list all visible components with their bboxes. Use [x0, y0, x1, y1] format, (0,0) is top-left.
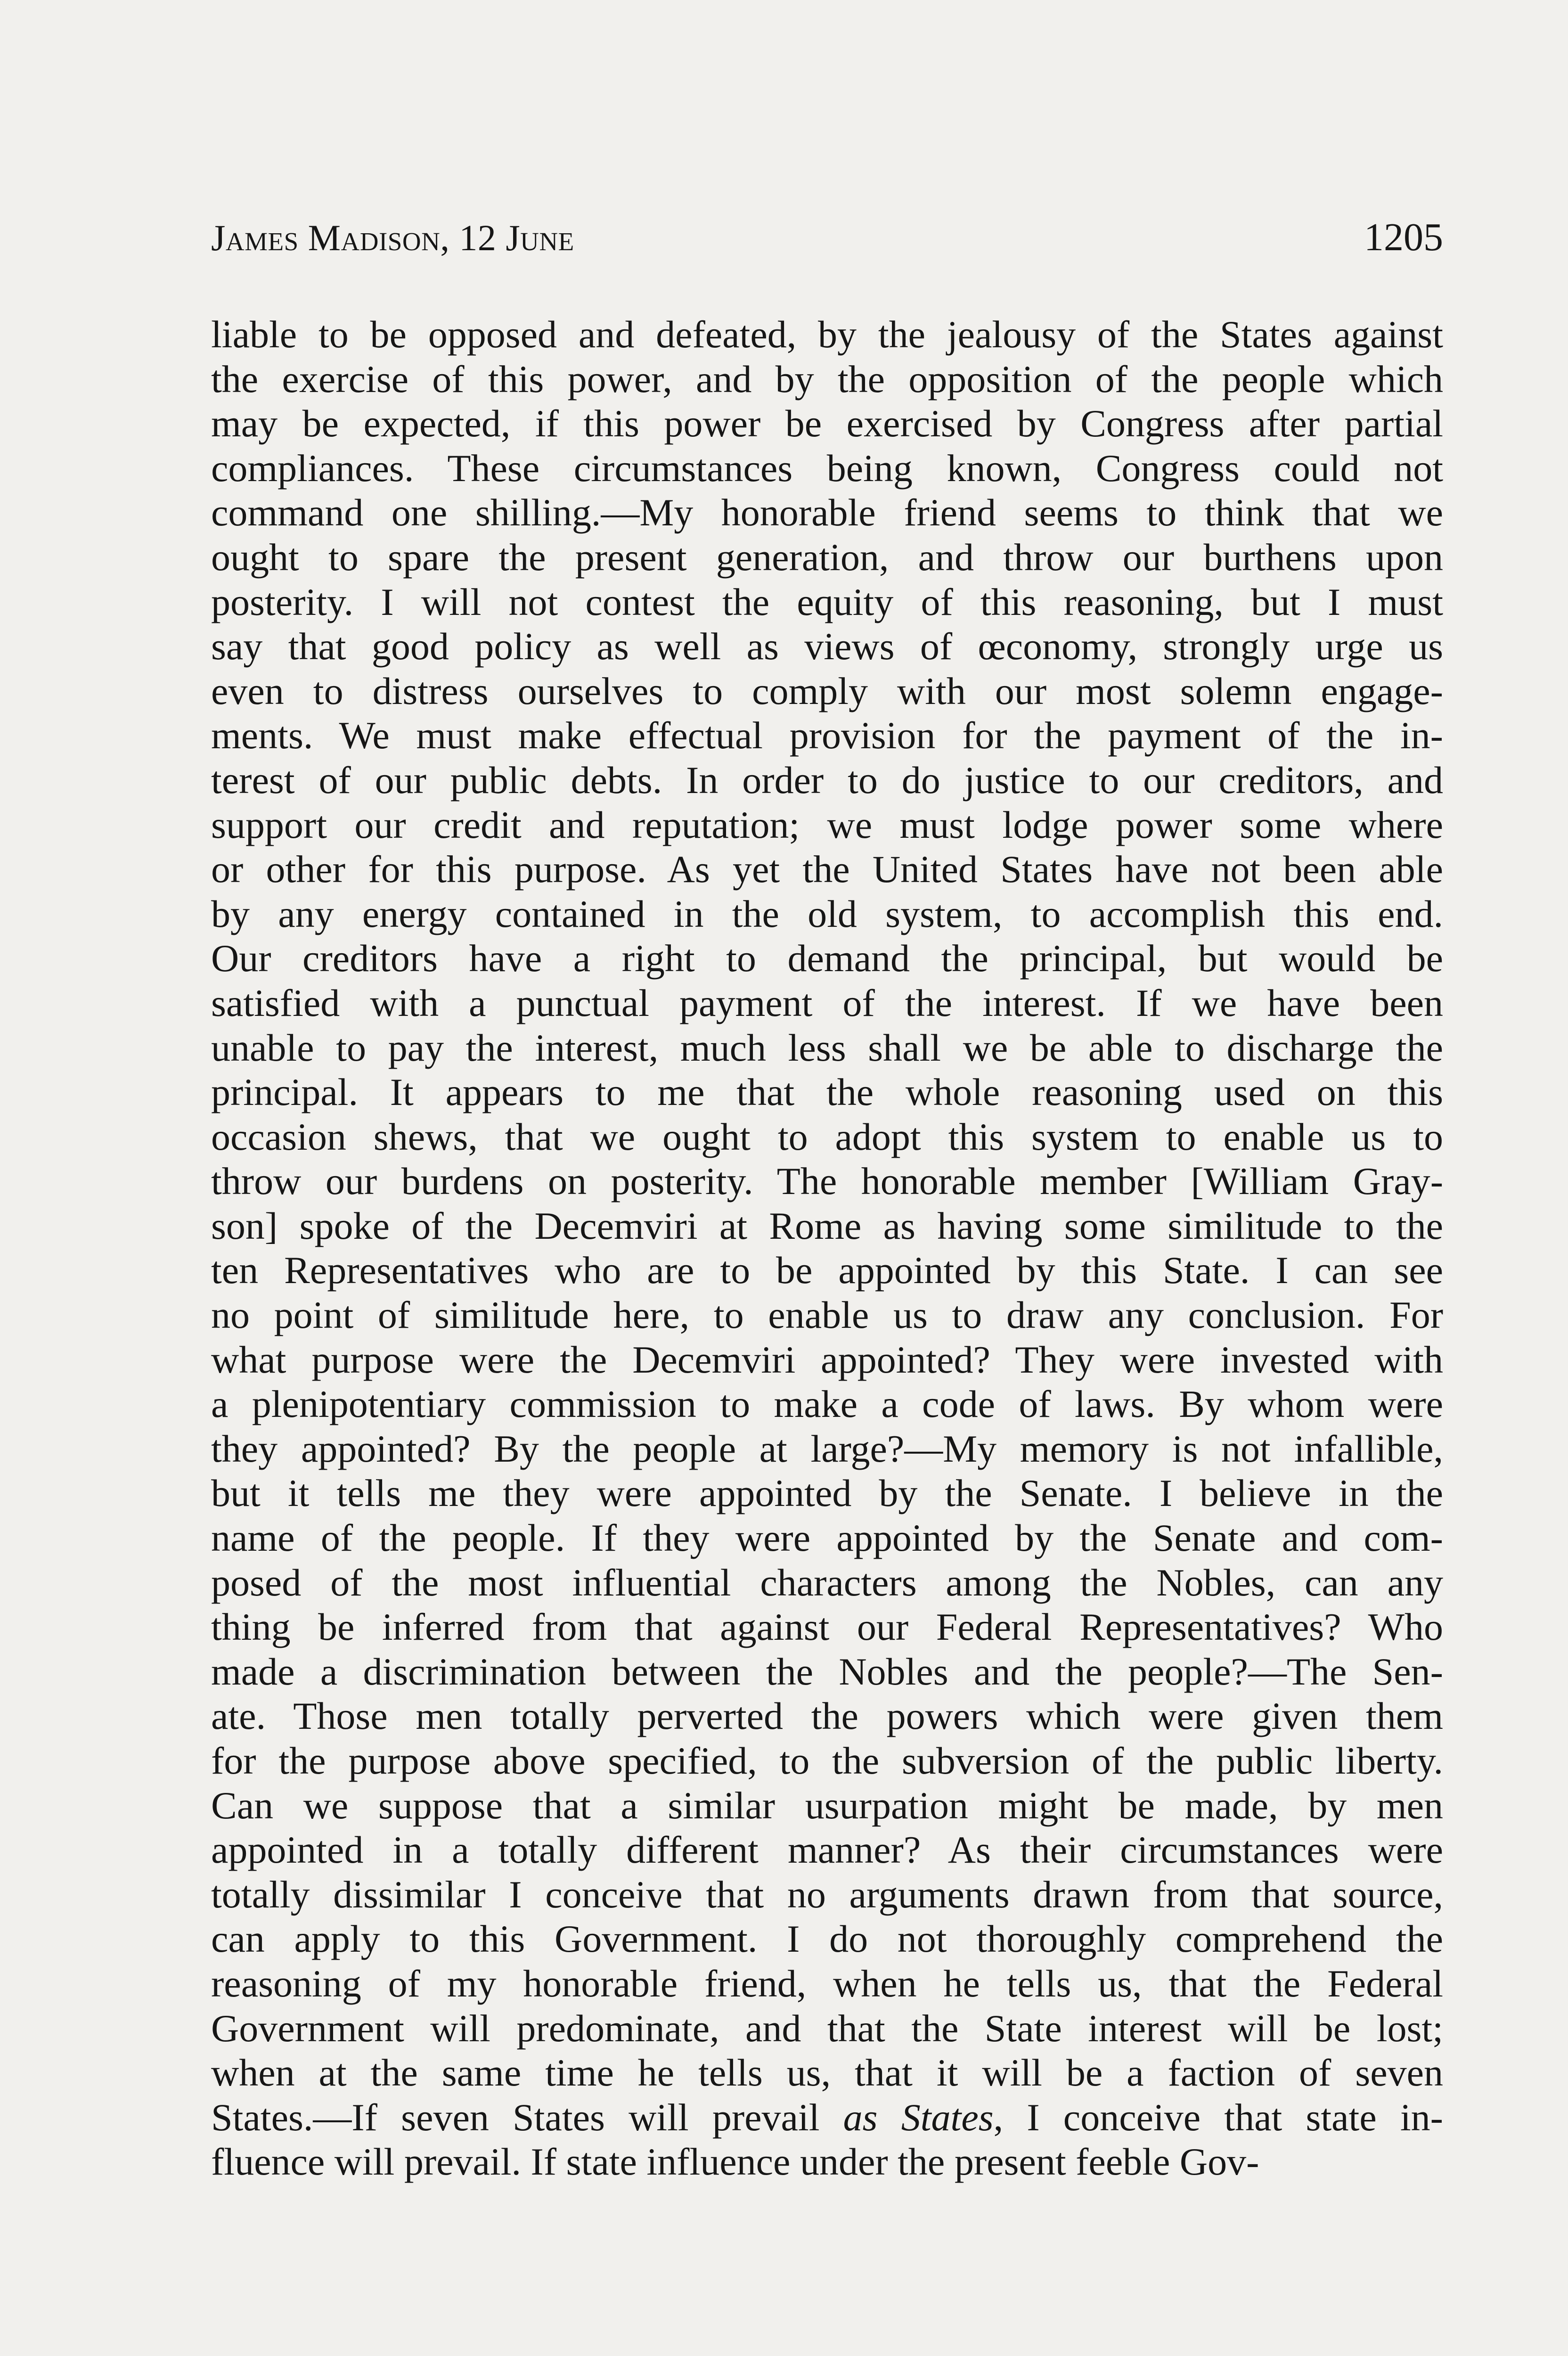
text-line: ten Representatives who are to be appointed by this State. I can see	[211, 1249, 1443, 1292]
text-line: no point of similitude here, to enable us to draw any conclusion. For	[211, 1293, 1443, 1337]
text-line: for the purpose above specified, to the subversion of the public liberty.	[211, 1739, 1443, 1782]
body-text	[211, 312, 1443, 2184]
text-line: or other for this purpose. As yet the United States have not been able	[211, 848, 1443, 891]
text-line: say that good policy as well as views of œconomy, strongly urge us	[211, 625, 1443, 668]
running-head	[211, 217, 574, 259]
text-line: ought to spare the present generation, and throw our burthens upon	[211, 535, 1443, 579]
text-line: but it tells me they were appointed by the Senate. I believe in the	[211, 1472, 1443, 1515]
text-line-segment: , I conceive that state in-	[993, 2095, 1443, 2139]
text-line: support our credit and reputation; we must lodge power some where	[211, 803, 1443, 846]
text-line: name of the people. If they were appointed by the Senate and com-	[211, 1516, 1443, 1560]
text-line: satisfied with a punctual payment of the interest. If we have been	[211, 981, 1443, 1024]
italic-phrase: as States	[843, 2095, 994, 2139]
text-line: a plenipotentiary commission to make a code of laws. By whom were	[211, 1383, 1443, 1426]
page-number: 1205	[1364, 215, 1443, 259]
text-line: appointed in a totally different manner? As their circumstances were	[211, 1828, 1443, 1872]
text-line-segment: States.—If seven States will prevail	[211, 2095, 820, 2139]
text-line: can apply to this Government. I do not thoroughly comprehend the	[211, 1917, 1443, 1961]
text-line: made a discrimination between the Nobles and the people?—The Sen-	[211, 1650, 1443, 1693]
text-line: they appointed? By the people at large?—My memory is not infallible,	[211, 1427, 1443, 1470]
running-head-month: une	[520, 217, 574, 258]
text-line: unable to pay the interest, much less shall we be able to discharge the	[211, 1026, 1443, 1069]
text-line: when at the same time he tells us, that it will be a faction of seven	[211, 2051, 1443, 2094]
text-line: throw our burdens on posterity. The honorable member [William Gray-	[211, 1160, 1443, 1203]
text-line: the exercise of this power, and by the opposition of the people which	[211, 357, 1443, 401]
text-line: compliances. These circumstances being known, Congress could not	[211, 446, 1443, 490]
text-line: what purpose were the Decemviri appointed? They were invested with	[211, 1338, 1443, 1381]
text-line: fluence will prevail. If state influence under the present feeble Gov-	[211, 2140, 1259, 2184]
text-line: liable to be opposed and defeated, by the jealousy of the States against	[211, 313, 1443, 356]
text-line: posterity. I will not contest the equity of this reasoning, but I must	[211, 580, 1443, 623]
page-header	[211, 214, 1443, 276]
text-line: posed of the most influential characters among the Nobles, can any	[211, 1561, 1443, 1604]
text-line: terest of our public debts. In order to do justice to our creditors, and	[211, 758, 1443, 802]
text-line: by any energy contained in the old system, to accomplish this end.	[211, 892, 1443, 935]
text-line: may be expected, if this power be exercised by Congress after partial	[211, 402, 1443, 445]
text-line: son] spoke of the Decemviri at Rome as having some similitude to the	[211, 1204, 1443, 1247]
text-line: even to distress ourselves to comply with our most solemn engage-	[211, 669, 1443, 712]
text-line: ate. Those men totally perverted the powers which were given them	[211, 1694, 1443, 1738]
text-line: Government will predominate, and that the State interest will be lost;	[211, 2006, 1443, 2050]
text-line: occasion shews, that we ought to adopt this system to enable us to	[211, 1115, 1443, 1158]
running-head-name: ames Madison	[225, 217, 441, 258]
text-line: command one shilling.—My honorable friend seems to think that we	[211, 491, 1443, 534]
text-line: thing be inferred from that against our Federal Representatives? Who	[211, 1605, 1443, 1649]
running-head-date: , 12 J	[440, 217, 521, 258]
text-line: reasoning of my honorable friend, when he tells us, that the Federal	[211, 1962, 1443, 2005]
text-line	[211, 2095, 1443, 2140]
text-line: principal. It appears to me that the whole reasoning used on this	[211, 1071, 1443, 1114]
text-line: Our creditors have a right to demand the principal, but would be	[211, 937, 1443, 980]
text-line: Can we suppose that a similar usurpation might be made, by men	[211, 1783, 1443, 1827]
text-line: ments. We must make effectual provision for the payment of the in-	[211, 714, 1443, 757]
text-line: totally dissimilar I conceive that no arguments drawn from that source,	[211, 1873, 1443, 1916]
running-head-initial: J	[211, 217, 226, 258]
